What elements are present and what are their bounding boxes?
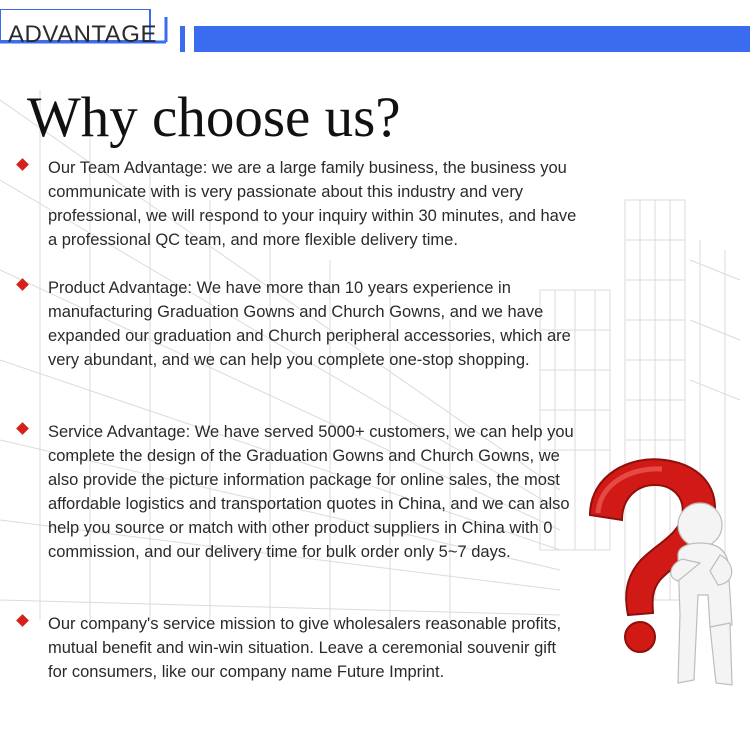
item-text: Our company's service mission to give wholesalers reasonable profits, mutual benefit and win-win situation. Leave a ceremonial souvenir gift for consumers, like our company name Future Imprint. [48, 615, 562, 681]
item-text: Our Team Advantage: we are a large family business, the business you communicate with is very passionate about this industry and very professional, we will respond to your inquiry within 30 minutes, and have a professional QC team, and more flexible delivery time. [48, 159, 577, 249]
advantage-header-label: ADVANTAGE [8, 21, 157, 48]
header-accent-bar [194, 26, 750, 52]
question-mark-figure-icon [560, 455, 750, 695]
page-title: Why choose us? [27, 86, 401, 149]
advantage-header-tab [0, 9, 168, 48]
item-text: Product Advantage: We have more than 10 years experience in manufacturing Graduation Gowns and Church Gowns, and we have expanded our graduation and Church peripheral accessories, which are very abundant, and we can help you complete one-stop shopping. [48, 279, 571, 369]
item-text: Service Advantage: We have served 5000+ customers, we can help you complete the design of the Graduation Gowns and Church Gowns, we also provide the picture information package for online sales, the most affordable logistics and transportation quotes in China, and we can also help you source or match with other product suppliers in China with 0 commission, and our delivery time for bulk order only 5~7 days. [48, 423, 574, 561]
header-accent-bar-small [180, 26, 185, 52]
